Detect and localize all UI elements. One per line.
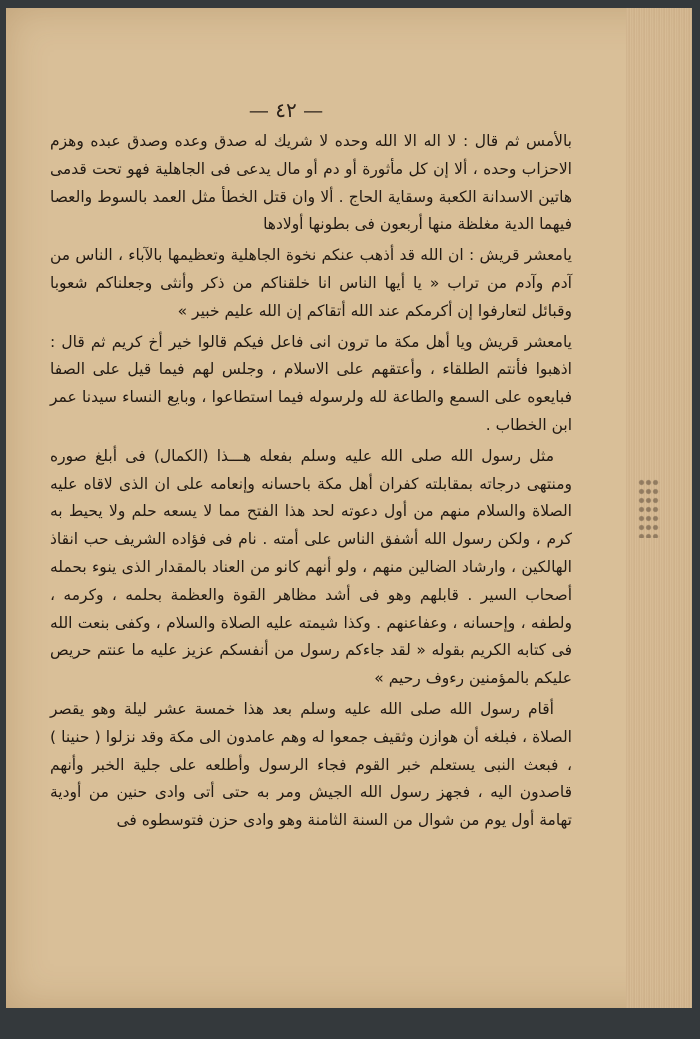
- paragraph: يامعشر قريش ويا أهل مكة ما ترون انى فاعل فيكم قالوا خير أخ كريم ثم قال : اذهبوا فأنتم الطلقاء ، وأعتقهم على الاسلام ، وجلس لهم فيما قيل على الصفا فبايعوه على السمع والطاعة لله ولرسوله فيما استطاعوا ، وبايع النساء سيدنا عمر ابن الخطاب .: [50, 332, 572, 434]
- paragraph: مثل رسول الله صلى الله عليه وسلم بفعله هـــذا (الكمال) فى أبلغ صوره ومنتهى درجاته بمقابلته كفران أهل مكة باحسانه وإنعامه على ان الذى لاقاه عليه الصلاة والسلام منهم من أول دعوته لحد هذا الفتح مما لا يسعه حلم ولا يحيط به كرم ، ولكن رسول الله أشفق الناس على أمته . نام فى فؤاده الشريف حب انقاذ الهالكين ، وارشاد الضالين منهم ، ولو أنهم كانو من العناد بالمقدار الذى ينوء بحمله أصحاب السير . قابلهم وهو فى أشد مظاهر القوة والعظمة بحلمه ، وكرمه ، ولطفه ، وإحسانه ، وعفاعنهم . وكذا شيمته عليه الصلاة والسلام ، وكفى بنعت الله فى كتابه الكريم بقوله « لقد جاءكم رسول من أنفسكم عزيز عليه ما عنتم حريص عليكم بالمؤمنين رءوف رحيم »: [50, 446, 572, 688]
- paragraph: أقام رسول الله صلى الله عليه وسلم بعد هذا خمسة عشر ليلة وهو يقصر الصلاة ، فبلغه أن هوازن وثقيف جمعوا له وهم عامدون الى مكة وقد نزلوا ( حنينا ) ، فبعث النبى يستعلم خبر القوم فجاء الرسول وأطلعه على جلية الخبر وأنهم قاصدون اليه ، فجهز رسول الله الجيش ومر به حتى أتى وادى حنين من أودية تهامة أول يوم من شوال من السنة الثامنة وهو وادى حزن فتوسطوه فى: [50, 699, 572, 830]
- paragraph: بالأمس ثم قال : لا اله الا الله وحده لا شريك له صدق وعده وصدق عبده وهزم الاحزاب وحده ، ألا إن كل مأثورة أو دم أو مال يدعى فى الجاهلية فهو تحت قدمى هاتين الاسدانة الكعبة وسقاية الحاج . ألا وان قتل الخطأ مثل العمد بالسوط والعصا فيهما الدية مغلظة منها أربعون فى بطونها أولادها: [50, 132, 572, 234]
- paper-stain: [638, 478, 660, 538]
- body-text: [50, 128, 572, 838]
- paragraph: يامعشر قريش : ان الله قد أذهب عنكم نخوة الجاهلية وتعظيمها بالآباء ، الناس من آدم وآدم من تراب « يا أيها الناس انا خلقناكم من ذكر وأنثى وجعلناكم شعوبا وقبائل لتعارفوا إن أكرمكم عند الله أتقاكم إن الله عليم خبير »: [50, 246, 572, 320]
- book-page: [6, 8, 692, 1008]
- page-number: — ٤٢ —: [248, 98, 324, 122]
